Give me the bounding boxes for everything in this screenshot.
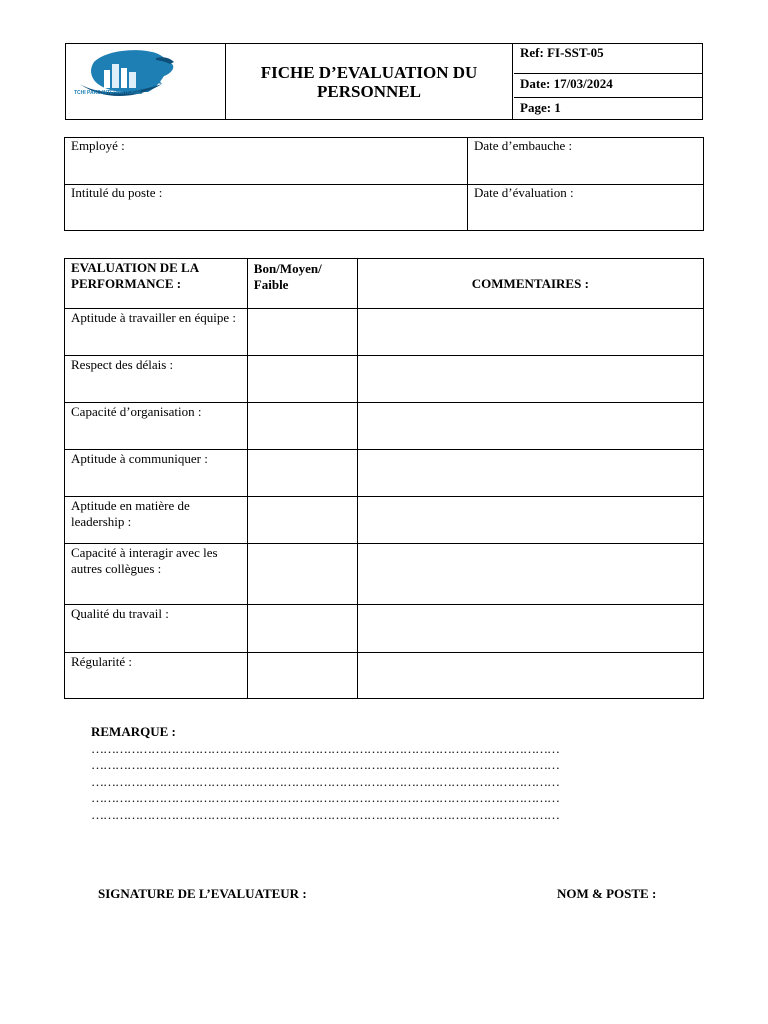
comment-cell[interactable] xyxy=(357,497,703,544)
date-field: Date: 17/03/2024 xyxy=(514,75,702,98)
performance-evaluation-table xyxy=(64,258,704,699)
criteria-label: Capacité à interagir avec les autres collègues : xyxy=(65,544,248,605)
hire-date-field[interactable]: Date d’embauche : xyxy=(474,138,573,153)
employee-field[interactable]: Employé : xyxy=(71,138,125,153)
rating-cell[interactable] xyxy=(247,605,357,653)
name-position-label: NOM & POSTE : xyxy=(557,886,657,901)
logo-caption: TCHI PAKS INTERNATIONAL xyxy=(74,90,143,96)
rating-cell[interactable] xyxy=(247,403,357,450)
company-logo xyxy=(66,44,226,119)
table-row xyxy=(65,497,704,544)
table-row xyxy=(65,653,704,699)
criteria-label: Qualité du travail : xyxy=(65,605,248,653)
remarks-line[interactable]: ……………………………………………………………………………………………………… xyxy=(91,757,559,772)
criteria-label: Aptitude à travailler en équipe : xyxy=(65,309,248,356)
rating-header: Bon/Moyen/ Faible xyxy=(247,259,357,309)
table-header-row xyxy=(65,259,704,309)
rating-cell[interactable] xyxy=(247,653,357,699)
rating-cell[interactable] xyxy=(247,497,357,544)
table-row xyxy=(65,309,704,356)
table-row xyxy=(65,356,704,403)
comment-cell[interactable] xyxy=(357,403,703,450)
rating-cell[interactable] xyxy=(247,450,357,497)
evaluation-date-field[interactable]: Date d’évaluation : xyxy=(474,185,574,200)
criteria-label: Aptitude en matière de leadership : xyxy=(65,497,248,544)
page-title: FICHE D’EVALUATION DU PERSONNEL xyxy=(226,44,513,119)
logo-graphic xyxy=(66,44,225,119)
ref-field: Ref: FI-SST-05 xyxy=(514,44,702,74)
criteria-header: EVALUATION DE LA PERFORMANCE : xyxy=(65,259,248,309)
comment-cell[interactable] xyxy=(357,544,703,605)
evaluator-signature-label: SIGNATURE DE L’EVALUATEUR : xyxy=(98,886,307,901)
rating-cell[interactable] xyxy=(247,544,357,605)
page-field: Page: 1 xyxy=(520,100,561,115)
rating-cell[interactable] xyxy=(247,309,357,356)
document-header xyxy=(65,43,703,120)
document-meta xyxy=(514,44,702,119)
comment-cell[interactable] xyxy=(357,605,703,653)
criteria-label: Aptitude à communiquer : xyxy=(65,450,248,497)
criteria-label: Capacité d’organisation : xyxy=(65,403,248,450)
comment-cell[interactable] xyxy=(357,653,703,699)
remarks-line[interactable]: ……………………………………………………………………………………………………… xyxy=(91,790,559,805)
comments-header: COMMENTAIRES : xyxy=(357,259,703,309)
position-field[interactable]: Intitulé du poste : xyxy=(71,185,163,200)
employee-info-table xyxy=(64,137,704,231)
comment-cell[interactable] xyxy=(357,356,703,403)
remarks-line[interactable]: ……………………………………………………………………………………………………… xyxy=(91,807,559,822)
criteria-label: Respect des délais : xyxy=(65,356,248,403)
table-row xyxy=(65,544,704,605)
remarks-label: REMARQUE : xyxy=(91,724,176,739)
table-row xyxy=(65,605,704,653)
comment-cell[interactable] xyxy=(357,309,703,356)
criteria-label: Régularité : xyxy=(65,653,248,699)
remarks-line[interactable]: ……………………………………………………………………………………………………… xyxy=(91,741,559,756)
rating-cell[interactable] xyxy=(247,356,357,403)
remarks-line[interactable]: ……………………………………………………………………………………………………… xyxy=(91,774,559,789)
comment-cell[interactable] xyxy=(357,450,703,497)
table-row xyxy=(65,403,704,450)
table-row xyxy=(65,450,704,497)
